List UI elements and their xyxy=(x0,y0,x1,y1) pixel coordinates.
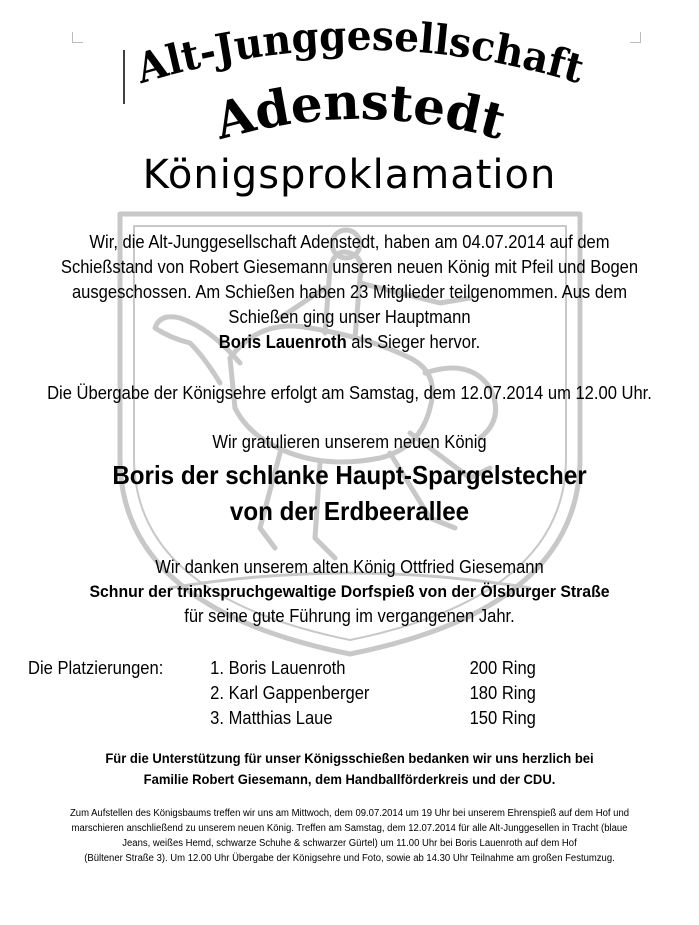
svg-text:Adenstedt xyxy=(208,72,512,151)
old-king-line-3: für seine gute Führung im vergangenen Jahr. xyxy=(184,606,515,626)
footer-notice xyxy=(0,806,699,866)
congrats-intro: Wir gratulieren unserem neuen König xyxy=(212,432,487,452)
old-king-line-1: Wir danken unserem alten König Ottfried Giesemann xyxy=(155,557,544,577)
heading-line-1: Alt-Junggesellschaft xyxy=(131,14,589,94)
heading-arched xyxy=(110,14,610,154)
intro-paragraph xyxy=(0,230,699,355)
intro-line-4: Schießen ging unser Hauptmann xyxy=(228,307,471,327)
winner-name: Boris Lauenroth xyxy=(218,332,347,352)
intro-line-3: ausgeschossen. Am Schießen haben 23 Mitglieder teilgenommen. Aus dem xyxy=(71,282,628,302)
old-king-thanks xyxy=(0,555,699,629)
placements-table xyxy=(28,656,543,736)
intro-line-2: Schießstand von Robert Giesemann unseren neuen König mit Pfeil und Bogen xyxy=(60,257,639,277)
support-thanks xyxy=(0,748,699,790)
intro-line-5 xyxy=(28,330,671,355)
king-title-line-2: von der Erdbeerallee xyxy=(229,496,470,526)
placement-name: 1. Boris Lauenroth xyxy=(210,658,346,678)
handover-notice xyxy=(0,381,699,406)
footer-line-4: (Bültener Straße 3). Um 12.00 Uhr Übergabe der Königsehre und Foto, sowie ab 14.30 Uhr Teilnahme am großen Festumzug. xyxy=(84,853,615,864)
congrats-section xyxy=(0,430,699,529)
winner-suffix: als Sieger hervor. xyxy=(351,332,481,352)
placements-label: Die Platzierungen: xyxy=(28,658,164,678)
crop-mark-top-left xyxy=(72,32,83,43)
placement-score: 150 Ring xyxy=(469,708,536,728)
placement-score: 200 Ring xyxy=(469,658,536,678)
placement-name: 3. Matthias Laue xyxy=(210,708,333,728)
support-line-1: Für die Unterstützung für unser Königsschießen bedanken wir uns herzlich bei xyxy=(105,750,594,766)
svg-text:Alt-Junggesellschaft xyxy=(130,14,589,93)
old-king-line-2: Schnur der trinkspruchgewaltige Dorfspieß von der Ölsburger Straße xyxy=(89,582,610,601)
heading-line-2: Adenstedt xyxy=(208,71,512,151)
king-title-line-1: Boris der schlanke Haupt-Spargelstecher xyxy=(112,460,587,490)
placement-name: 2. Karl Gappenberger xyxy=(210,683,370,703)
intro-line-1: Wir, die Alt-Junggesellschaft Adenstedt, haben am 04.07.2014 auf dem xyxy=(89,232,610,252)
placement-score: 180 Ring xyxy=(469,683,536,703)
footer-line-1: Zum Aufstellen des Königsbaums treffen wir uns am Mittwoch, dem 09.07.2014 um 19 Uhr bei unserem Ehrenspieß auf dem Hof und xyxy=(69,808,630,819)
handover-line: Die Übergabe der Königsehre erfolgt am Samstag, dem 12.07.2014 um 12.00 Uhr. xyxy=(47,383,652,403)
subtitle: Königsproklamation xyxy=(142,152,557,198)
footer-line-2: marschieren anschließend zu unserem neuen König. Treffen am Samstag, dem 12.07.2014 für alle Alt-Junggesellen in Tracht (blaue xyxy=(71,823,628,834)
crop-mark-top-right xyxy=(630,32,641,43)
support-line-2: Familie Robert Giesemann, dem Handballförderkreis und der CDU. xyxy=(143,771,556,787)
footer-line-3: Jeans, weißes Hemd, schwarze Schuhe & schwarzer Gürtel) um 11.00 Uhr bei Boris Lauenroth auf dem Hof xyxy=(122,838,577,849)
